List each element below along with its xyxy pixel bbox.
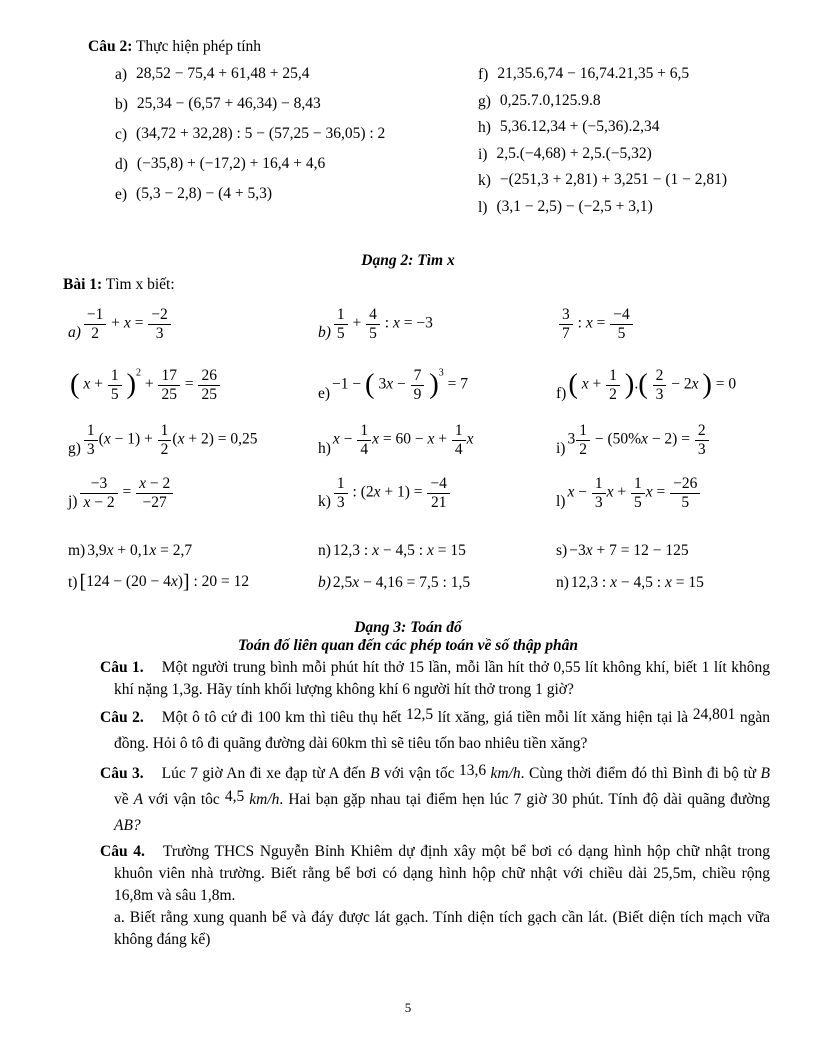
exercise-label: a) <box>115 66 128 83</box>
text-segment: lít xăng, giá tiền mỗi lít xăng hiện tại là <box>433 709 693 726</box>
exercise-item <box>318 461 556 514</box>
text-segment: B <box>370 765 380 782</box>
big-bracket-open: [ <box>79 570 87 593</box>
big-paren-close: ) <box>624 368 635 401</box>
inline-number: 12,5 <box>406 706 434 723</box>
text-segment: ngàn đồng. Hỏi ô tô đi quãng đường dài 60km thì sẽ tiêu tốn bao nhiêu tiền xăng? <box>114 709 770 752</box>
exercise-label: f) <box>478 66 489 83</box>
section1-right-column <box>478 66 816 225</box>
dang2-title: Dạng 2: Tìm x <box>361 252 455 269</box>
exercise-item <box>68 406 318 461</box>
text-segment: Thực hiện phép tính <box>132 38 262 55</box>
problem-label: Câu 4. <box>100 843 145 860</box>
exercise-item <box>68 461 318 514</box>
problem-label: Câu 2. <box>100 709 144 726</box>
big-paren-close: ) <box>429 368 439 401</box>
math-expression: 0,25.7.0,125.9.8 <box>499 91 601 109</box>
text-segment: km/h <box>249 791 280 808</box>
exercise-item <box>478 172 816 199</box>
fraction: $\frac{-26}{5}$ <box>669 475 701 511</box>
text-segment: Câu 2: <box>88 38 133 55</box>
text-segment: a. Biết rằng xung quanh bể và đáy được lát gạch. Tính diện tích gạch cần lát. (Biết diện tích mạch vữa không đáng kể) <box>114 909 770 948</box>
word-problem <box>100 761 770 839</box>
exercise-label: h) <box>318 440 331 457</box>
exercise-item <box>556 563 816 595</box>
exercise-label: f) <box>556 385 567 402</box>
math-expression: 3,9x + 0,1x = 2,7 <box>87 542 193 559</box>
exercise-label: t) <box>68 574 78 591</box>
word-problem <box>100 705 770 757</box>
exercise-label: g) <box>68 440 81 457</box>
page-number: 5 <box>404 1000 412 1015</box>
fraction: $\frac{1}{3}$ <box>333 475 349 511</box>
text-segment: Lúc 7 giờ An đi xe đạp từ A đến <box>161 765 371 782</box>
big-paren-open: ( <box>365 368 375 401</box>
math-expression: 3 $\frac{1}{2}$ − (50%x − 2) = $\frac{2}{3}$ <box>567 422 709 458</box>
dang3-title: Dạng 3: Toán đố <box>354 619 462 636</box>
fraction: $\frac{1}{5}$ <box>107 367 123 403</box>
math-expression: 2,5x − 4,16 = 7,5 : 1,5 <box>332 574 471 591</box>
math-expression: $\frac{3}{7}$ : x = $\frac{-4}{5}$ <box>558 306 634 342</box>
exercise-item <box>556 345 816 406</box>
exercise-label: a) <box>68 324 81 341</box>
exercise-label: m) <box>68 542 86 559</box>
exercise-label: k) <box>318 493 331 510</box>
fraction: $\frac{17}{25}$ <box>157 367 181 403</box>
math-expression: 25,34 − (6,57 + 46,34) − 8,43 <box>136 95 321 112</box>
exercise-label: n) <box>318 542 331 559</box>
exercise-item <box>318 531 556 563</box>
math-expression: $\frac{1}{3}$ (x − 1) + $\frac{1}{2}$ (x + 2) = 0,25 <box>83 422 258 458</box>
exercise-item <box>318 298 556 345</box>
text-segment: về <box>114 791 134 808</box>
exercise-label: d) <box>115 156 128 173</box>
exercise-label: c) <box>115 126 128 143</box>
big-paren-open: ( <box>568 368 578 401</box>
dang3-subtitle: Toán đố liên quan đến các phép toán về số thập phân <box>237 637 579 654</box>
section1-heading <box>88 0 816 56</box>
text-segment: . Cùng thời điểm đó thì Bình đi bộ từ <box>520 765 761 782</box>
exercise-label: j) <box>68 493 78 510</box>
exercise-label: l) <box>478 198 488 216</box>
fraction: $\frac{3}{7}$ <box>558 306 574 342</box>
problem-label: Câu 1. <box>100 659 144 676</box>
exercise-label: e) <box>318 385 331 402</box>
inline-number: 4,5 <box>224 788 245 805</box>
fraction: $\frac{1}{3}$ <box>83 422 99 458</box>
fraction: $\frac{26}{25}$ <box>197 367 221 403</box>
text-segment: Một người trung bình mỗi phút hít thở 15 lần, mỗi lần hít thở 0,55 lít không khí, biết 1 lít không khí nặng 1,3g. Hãy tính khối lượng không khí 6 người hít thở trong 1 giờ? <box>114 659 770 698</box>
exercise-label: i) <box>556 440 566 457</box>
exercise-item <box>478 199 816 226</box>
math-expression: $\frac{1}{5}$ + $\frac{4}{5}$ : x = −3 <box>333 306 433 342</box>
math-expression: ( x + $\frac{1}{5}$ )$^2$ + $\frac{17}{25}$ = $\frac{26}{25}$ <box>70 367 221 403</box>
inline-number: 13,6 <box>458 762 487 779</box>
exponent: 2 <box>135 367 141 379</box>
fraction: $\frac{-1}{2}$ <box>83 306 108 342</box>
fraction: $\frac{1}{4}$ <box>451 422 467 458</box>
math-expression: (34,72 + 32,28) : 5 − (57,25 − 36,05) : 2 <box>136 125 386 142</box>
exercise-label: i) <box>478 145 488 163</box>
fraction: $\frac{-4}{5}$ <box>609 306 634 342</box>
exercise-item <box>556 461 816 514</box>
bai1-grid <box>68 298 816 595</box>
text-segment: Trường THCS Nguyễn Bỉnh Khiêm dự định xây một bể bơi có dạng hình hộp chữ nhật trong khuôn viên nhà trường. Biết rằng bể bơi có dạng hình hộp chữ nhật với chiều dài 25,5m, chiều rộng 16,8m và sâu 1,8m. <box>114 843 770 904</box>
exercise-item <box>68 563 318 595</box>
math-expression: 12,3 : x − 4,5 : x = 15 <box>570 574 704 591</box>
exercise-label: g) <box>478 92 491 110</box>
problem-label: Câu 3. <box>100 765 144 782</box>
fraction: $\frac{1}{5}$ <box>333 306 349 342</box>
exercise-item <box>115 96 478 126</box>
fraction: $\frac{-4}{21}$ <box>426 475 451 511</box>
text-segment: B <box>760 765 771 782</box>
math-expression: x − $\frac{1}{4}$ x = 60 − x + $\frac{1}{4}$ x <box>332 422 474 458</box>
exercise-label: h) <box>478 119 491 136</box>
math-expression: ( x + $\frac{1}{2}$ ).( $\frac{2}{3}$ − 2x ) = 0 <box>568 367 737 403</box>
math-expression: x − $\frac{1}{3}$ x + $\frac{1}{5}$ x = $\frac{-26}{5}$ <box>567 475 701 511</box>
exercise-item <box>318 563 556 595</box>
text-segment: với vận tôc <box>143 791 225 808</box>
math-expression: 12,3 : x − 4,5 : x = 15 <box>332 542 466 559</box>
text-segment: Bài 1: <box>63 276 103 293</box>
exercise-item <box>478 146 816 173</box>
exercise-item <box>556 531 816 563</box>
exercise-label: k) <box>478 172 491 189</box>
fraction: $\frac{4}{5}$ <box>365 306 381 342</box>
math-expression: (3,1 − 2,5) − (−2,5 + 3,1) <box>496 197 653 215</box>
math-expression: 5,36.12,34 + (−5,36).2,34 <box>499 118 660 135</box>
exercise-item <box>68 298 318 345</box>
text-segment: AB? <box>114 817 141 834</box>
math-expression: (5,3 − 2,8) − (4 + 5,3) <box>136 185 273 202</box>
exercise-label: s) <box>556 542 568 559</box>
exercise-item <box>478 93 816 120</box>
math-expression: −1 − ( 3x − $\frac{7}{9}$ )$^3$ = 7 <box>332 367 469 403</box>
text-segment: Tìm x biết: <box>102 276 175 293</box>
fraction: $\frac{1}{3}$ <box>591 475 607 511</box>
big-paren-close: ) <box>702 368 712 401</box>
fraction: $\frac{1}{4}$ <box>356 422 372 458</box>
fraction: $\frac{x - 2}{-27}$ <box>135 475 174 511</box>
big-bracket-close: ] <box>182 570 190 593</box>
exercise-label: b) <box>115 96 128 113</box>
word-problem <box>100 841 770 951</box>
word-problem <box>100 657 770 701</box>
fraction: $\frac{1}{2}$ <box>575 422 591 458</box>
exercise-label: b) <box>318 324 331 341</box>
exercise-label: e) <box>115 186 128 203</box>
word-problems <box>0 657 816 951</box>
section1-left-column <box>115 66 478 225</box>
big-paren-close: ) <box>126 368 136 401</box>
text-segment: . Hai bạn gặp nhau tại điểm hẹn lúc 7 giờ 30 phút. Tính độ dài quãng đường <box>279 791 770 808</box>
math-expression: −3x + 7 = 12 − 125 <box>569 542 689 559</box>
exercise-item <box>115 66 478 96</box>
exercise-item <box>318 345 556 406</box>
exercise-item <box>115 186 478 216</box>
math-expression: $\frac{-1}{2}$ + x = $\frac{-2}{3}$ <box>83 306 172 342</box>
math-expression: 21,35.6,74 − 16,74.21,35 + 6,5 <box>497 65 690 82</box>
exercise-item <box>556 406 816 461</box>
section1-exercises <box>0 66 816 225</box>
inline-number: 24,801 <box>692 706 736 723</box>
exercise-label: l) <box>556 493 566 510</box>
exercise-label: b) <box>318 574 331 591</box>
text-segment: km/h <box>490 765 521 782</box>
exercise-item <box>478 66 816 93</box>
exercise-item <box>115 156 478 186</box>
math-expression: $\frac{-3}{x - 2}$ = $\frac{x - 2}{-27}$ <box>79 475 174 511</box>
big-paren-open: ( <box>70 368 80 401</box>
fraction: $\frac{1}{2}$ <box>605 367 621 403</box>
fraction: $\frac{1}{5}$ <box>630 475 646 511</box>
exercise-item <box>115 126 478 156</box>
exercise-item <box>68 345 318 406</box>
fraction: $\frac{1}{2}$ <box>157 422 173 458</box>
text-segment: A <box>133 791 144 808</box>
fraction: $\frac{2}{3}$ <box>652 367 668 403</box>
math-expression: 28,52 − 75,4 + 61,48 + 25,4 <box>136 65 310 82</box>
math-expression: $\frac{1}{3}$ : (2x + 1) = $\frac{-4}{21}$ <box>333 475 451 511</box>
big-paren-open: ( <box>638 368 648 401</box>
fraction: $\frac{-2}{3}$ <box>147 306 172 342</box>
exercise-item <box>318 406 556 461</box>
fraction: $\frac{7}{9}$ <box>410 367 426 403</box>
math-expression: (−35,8) + (−17,2) + 16,4 + 4,6 <box>136 155 326 172</box>
text-segment: Một ô tô cứ đi 100 km thì tiêu thụ hết <box>161 709 407 726</box>
exercise-item <box>556 298 816 345</box>
math-expression: −(251,3 + 2,81) + 3,251 − (1 − 2,81) <box>499 171 728 188</box>
exercise-label: n) <box>556 574 569 591</box>
bai1-heading <box>63 276 816 294</box>
math-expression: [124 − (20 − 4x)] : 20 = 12 <box>79 570 250 593</box>
fraction: $\frac{-3}{x - 2}$ <box>79 475 118 511</box>
math-expression: 2,5.(−4,68) + 2,5.(−5,32) <box>496 144 652 162</box>
exercise-item <box>478 119 816 146</box>
fraction: $\frac{2}{3}$ <box>694 422 710 458</box>
exercise-item <box>68 531 318 563</box>
text-segment: với vận tốc <box>379 765 459 782</box>
exponent: 3 <box>438 367 444 379</box>
